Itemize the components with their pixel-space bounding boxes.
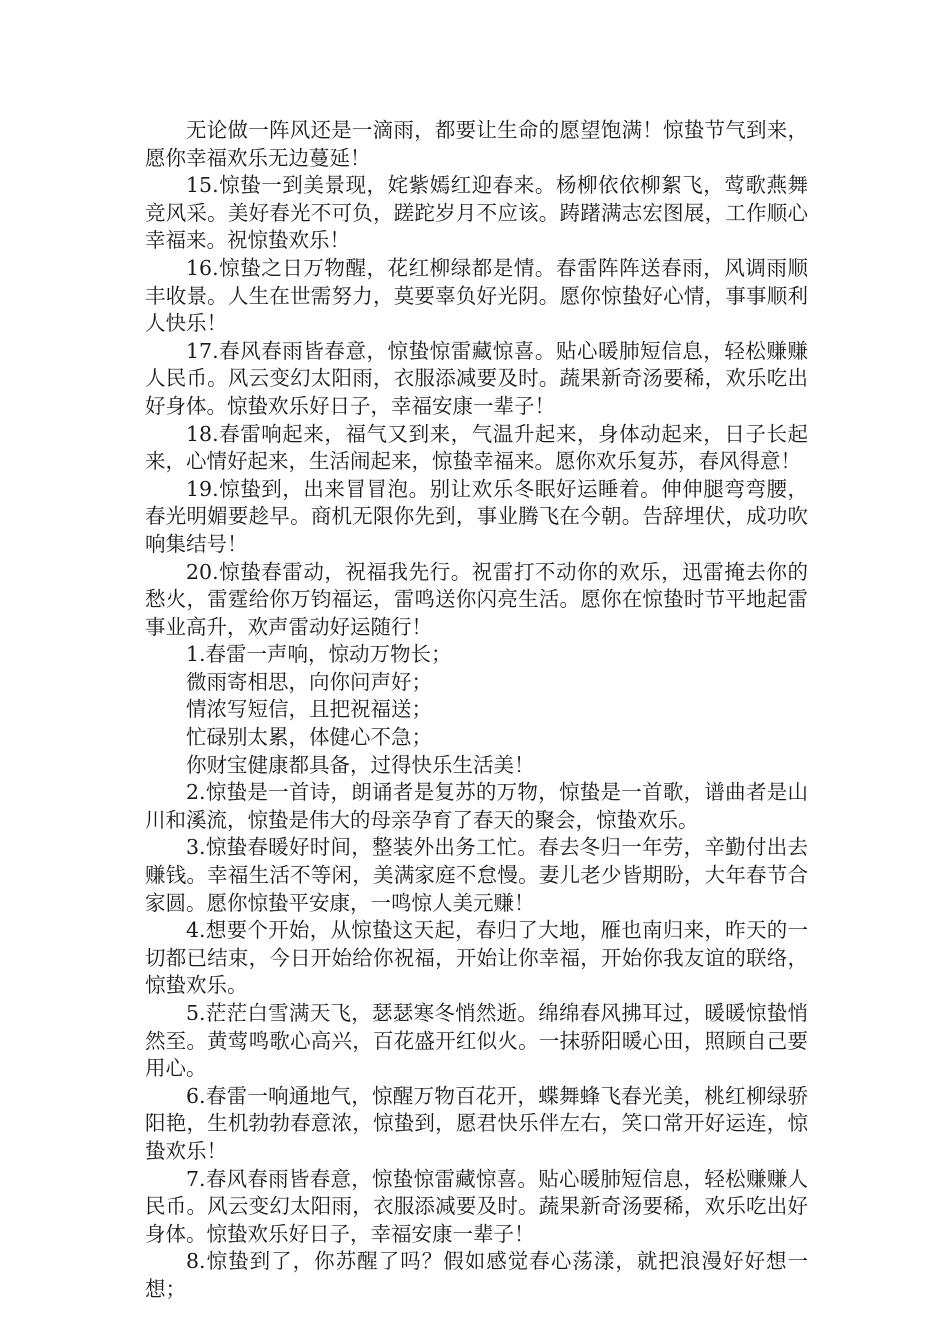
paragraph: 3.惊蛰春暖好时间，整装外出务工忙。春去冬归一年劳，辛勤付出去赚钱。幸福生活不等闲，美满家庭不怠慢。妻儿老少皆期盼，大年春节合家圆。愿你惊蛰平安康，一鸣惊人美元赚！ — [145, 835, 808, 915]
document-body — [145, 117, 808, 1304]
paragraph: 你财宝健康都具备，过得快乐生活美！ — [186, 752, 535, 777]
paragraph: 17.春风春雨皆春意，惊蛰惊雷藏惊喜。贴心暖肺短信息，轻松赚赚人民币。风云变幻太阳雨，衣服添减要及时。蔬果新奇汤要稀，欢乐吃出好身体。惊蛰欢乐好日子，幸福安康一辈子！ — [145, 338, 808, 418]
paragraph: 15.惊蛰一到美景现，姹紫嫣红迎春来。杨柳依依柳絮飞，莺歌燕舞竞风采。美好春光不可负，蹉跎岁月不应该。踌躇满志宏图展，工作顺心幸福来。祝惊蛰欢乐！ — [145, 173, 808, 253]
paragraph: 4.想要个开始，从惊蛰这天起，春归了大地，雁也南归来，昨天的一切都已结束，今日开始给你祝福，开始让你幸福，开始你我友谊的联络，惊蛰欢乐。 — [145, 918, 808, 998]
paragraph: 7.春风春雨皆春意，惊蛰惊雷藏惊喜。贴心暖肺短信息，轻松赚赚人民币。风云变幻太阳雨，衣服添减要及时。蔬果新奇汤要稀，欢乐吃出好身体。惊蛰欢乐好日子，幸福安康一辈子！ — [145, 1166, 808, 1246]
paragraph: 忙碌别太累，体健心不急； — [186, 725, 432, 750]
paragraph: 19.惊蛰到，出来冒冒泡。别让欢乐冬眠好运睡着。伸伸腿弯弯腰，春光明媚要趁早。商机无限你先到，事业腾飞在今朝。告辞埋伏，成功吹响集结号！ — [145, 476, 808, 556]
paragraph: 8.惊蛰到了，你苏醒了吗？假如感觉春心荡漾，就把浪漫好好想一想； — [145, 1249, 808, 1301]
paragraph: 无论做一阵风还是一滴雨，都要让生命的愿望饱满！惊蛰节气到来，愿你幸福欢乐无边蔓延！ — [145, 118, 808, 170]
paragraph: 1.春雷一声响，惊动万物长； — [186, 642, 452, 667]
paragraph: 16.惊蛰之日万物醒，花红柳绿都是情。春雷阵阵送春雨，风调雨顺丰收景。人生在世需努力，莫要辜负好光阴。愿你惊蛰好心情，事事顺利人快乐！ — [145, 255, 808, 336]
paragraph: 20.惊蛰春雷动，祝福我先行。祝雷打不动你的欢乐，迅雷掩去你的愁火，雷霆给你万钧福运，雷鸣送你闪亮生活。愿你在惊蛰时节平地起雷事业高升，欢声雷动好运随行！ — [145, 559, 808, 639]
paragraph: 5.茫茫白雪满天飞，瑟瑟寒冬悄然逝。绵绵春风拂耳过，暖暖惊蛰悄然至。黄莺鸣歌心高兴，百花盛开红似火。一抹骄阳暖心田，照顾自己要用心。 — [145, 1001, 808, 1081]
paragraph: 2.惊蛰是一首诗，朗诵者是复苏的万物，惊蛰是一首歌，谱曲者是山川和溪流，惊蛰是伟大的母亲孕育了春天的聚会，惊蛰欢乐。 — [145, 780, 808, 832]
paragraph: 情浓写短信，且把祝福送； — [186, 697, 432, 722]
paragraph: 18.春雷响起来，福气又到来，气温升起来，身体动起来，日子长起来，心情好起来，生活闹起来，惊蛰幸福来。愿你欢乐复苏，春风得意！ — [145, 421, 808, 474]
paragraph: 6.春雷一响通地气，惊醒万物百花开，蝶舞蜂飞春光美，桃红柳绿骄阳艳，生机勃勃春意浓，惊蛰到，愿君快乐伴左右，笑口常开好运连，惊蛰欢乐！ — [145, 1083, 808, 1163]
paragraph: 微雨寄相思，向你问声好； — [186, 669, 432, 694]
